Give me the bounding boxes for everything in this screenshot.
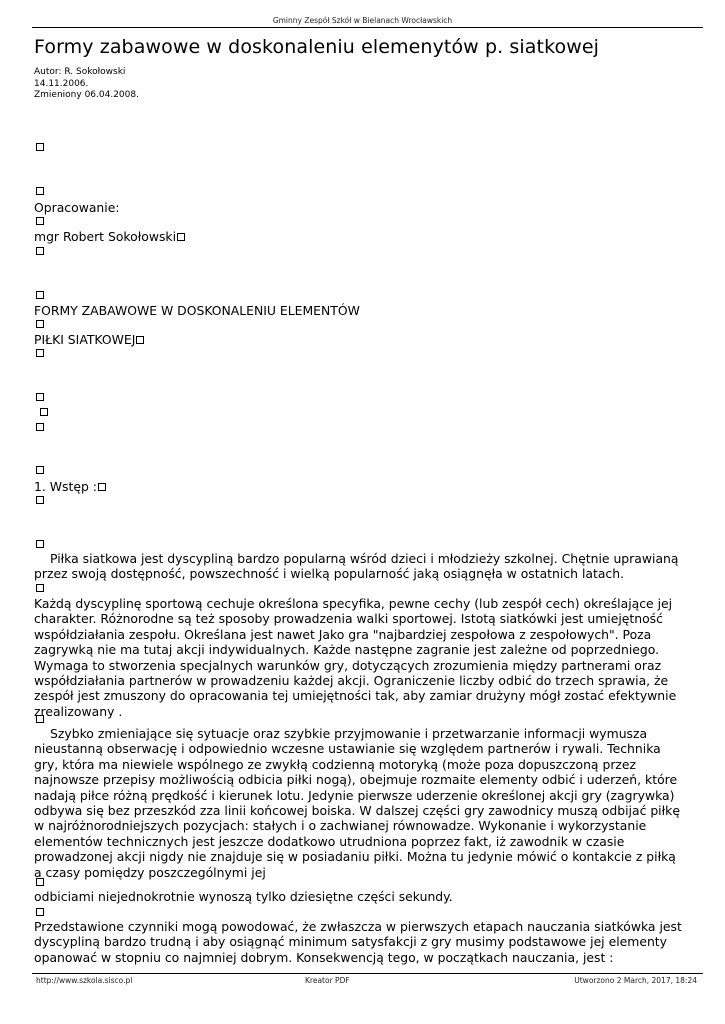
heading-line-2: PIŁKI SIATKOWEJ [34, 332, 136, 347]
placeholder-box-icon [36, 143, 44, 151]
created-date: 14.11.2006. [34, 78, 89, 89]
placeholder-box-icon [40, 408, 48, 416]
placeholder-box-icon [36, 187, 44, 195]
placeholder-box-icon [136, 336, 144, 344]
placeholder-box-icon [36, 908, 44, 916]
author-name-line [34, 229, 185, 244]
footer-url: http://www.szkola.sisco.pl [36, 976, 133, 985]
placeholder-box-icon [36, 291, 44, 299]
placeholder-box-icon [36, 584, 44, 592]
placeholder-box-icon [36, 247, 44, 255]
placeholder-box-icon [177, 233, 185, 241]
paragraph-2: Każdą dyscyplinę sportową cechuje określona specyfika, pewne cechy (lub zespół cech) określające jej charakter. Różnorodne są też sposoby prowadzenia walki sportowej. Istotą siatkówki jest umiejętność współdziałania zespołu. Określana jest nawet Jako gra "najbardziej zespołowa z zespołowych". Poza zagrywką nie ma tutaj akcji indywidualnych. Każde następne zagranie jest zależne od poprzedniego. Wymaga to stworzenia specjalnych warunków gry, dotyczących zrozumienia między partnerami oraz współdziałania partnerów w prowadzeniu każdej akcji. Ograniczenie liczby odbić do trzech sprawia, że zespół jest zmuszony do opracowania tej umiejętności tak, aby zamiar drużyny mógł zostać efektywnie zrealizowany . [34, 596, 677, 719]
opracowanie-label: Opracowanie: [34, 200, 120, 215]
placeholder-box-icon [36, 393, 44, 401]
paragraph-5: Przedstawione czynniki mogą powodować, że zwłaszcza w pierwszych etapach nauczania siatkówka jest dyscypliną bardzo trudną i aby osiągnąć minimum satysfakcji z gry musimy podstawowe jej elementy opanować w stopniu co najmniej dobrym. Konsekwencją tego, w początkach nauczania, jest : [34, 919, 682, 965]
paragraph-4: odbiciami niejednokrotnie wynoszą tylko dziesiętne części sekundy. [34, 889, 453, 904]
placeholder-box-icon [36, 496, 44, 504]
placeholder-box-icon [36, 715, 44, 723]
footer-divider [32, 973, 703, 974]
paragraph-1: Piłka siatkowa jest dyscypliną bardzo popularną wśród dzieci i młodzieży szkolnej. Chętnie uprawianą przez swoją dostępność, powszechność i wielką popularność jaką osiągnęła w ostatnich latach. [34, 551, 679, 582]
footer-generator: Kreator PDF [305, 976, 350, 985]
heading-line-2-row [34, 332, 144, 347]
placeholder-box-icon [36, 320, 44, 328]
placeholder-box-icon [36, 540, 44, 548]
placeholder-box-icon [36, 878, 44, 886]
paragraph-3: Szybko zmieniające się sytuacje oraz szybkie przyjmowanie i przetwarzanie informacji wymusza nieustanną obserwację i odpowiednio wczesne ustawianie się względem partnerów i rywali. Technika gry, która ma niewiele wspólnego ze zwykłą codzienną motoryką (może poza dopuszczoną przez najnowsze przepisy możliwością odbicia piłki nogą), obejmuje rozmaite elementy odbić i uderzeń, które nadają piłce różną prędkość i kierunek lotu. Jedynie pierwsze uderzenie określonej akcji gry (zagrywka) odbywa się bez przeszkód zza linii końcowej boiska. W dalszej części gry zawodnicy muszą odbijać piłkę w najróżnorodniejszych pozycjach: stałych i o zachwianej równowadze. Wykonanie i wykorzystanie elementów technicznych jest jeszcze dodatkowo utrudniona poprzez fakt, iż zawodnik w czasie prowadzonej akcji nigdy nie znajduje się w posiadaniu piłki. Można tu jedynie mówić o kontakcie z piłką a czasy pomiędzy poszczególnymi jej [34, 726, 680, 880]
author-name: mgr Robert Sokołowski [34, 229, 177, 244]
placeholder-box-icon [36, 423, 44, 431]
page-header: Gminny Zespół Szkół w Bielanach Wrocławskich [272, 16, 453, 25]
footer-created: Utworzono 2 March, 2017, 18:24 [574, 976, 697, 985]
document-meta [34, 67, 139, 102]
placeholder-box-icon [36, 349, 44, 357]
placeholder-box-icon [36, 217, 44, 225]
modified-line: Zmieniony 06.04.2008. [34, 90, 139, 100]
placeholder-box-icon [36, 466, 44, 474]
document-title: Formy zabawowe w doskonaleniu elemenytów p. siatkowej [34, 36, 600, 58]
header-divider [32, 27, 703, 28]
placeholder-box-icon [98, 483, 106, 491]
section-intro-row [34, 479, 106, 494]
section-intro: 1. Wstęp : [34, 479, 97, 494]
heading-line-1: FORMY ZABAWOWE W DOSKONALENIU ELEMENTÓW [34, 303, 360, 318]
author-line: Autor: R. Sokołowski [34, 67, 126, 77]
